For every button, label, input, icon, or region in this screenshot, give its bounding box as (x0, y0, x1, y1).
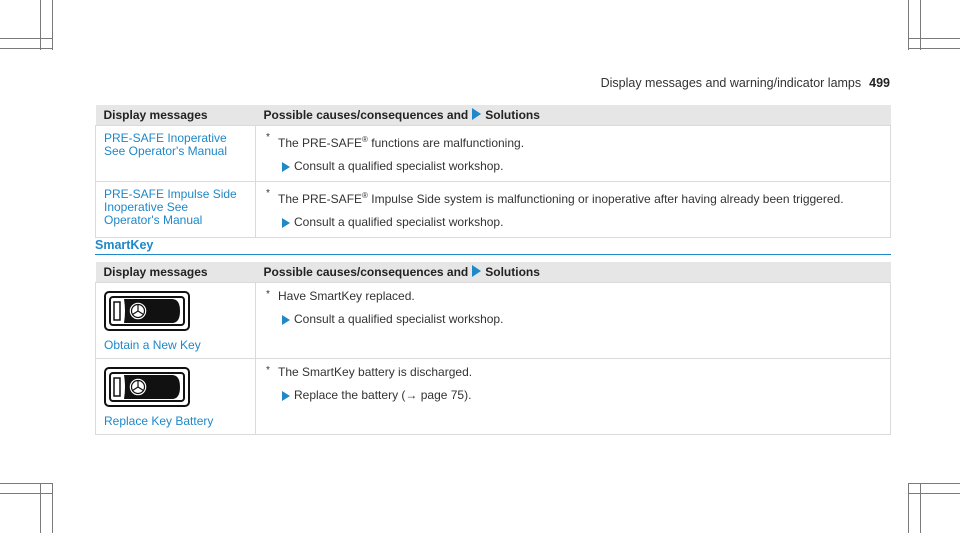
smartkey-icon (104, 291, 190, 331)
crop-mark (920, 483, 921, 533)
table-row (96, 283, 891, 359)
cause-post: functions are malfunctioning. (367, 136, 525, 150)
crop-mark (908, 48, 960, 49)
crop-mark (52, 0, 53, 50)
table-header-row (96, 262, 891, 283)
header-causes-label: Possible causes/consequences and (263, 265, 469, 279)
crop-mark (40, 0, 41, 50)
message-cell (96, 126, 256, 182)
crop-mark (52, 483, 53, 533)
cause-solution-cell (256, 283, 891, 359)
display-message: PRE-SAFE Impulse Side Inoperative See Operator's Manual (104, 187, 237, 227)
message-cell (96, 359, 256, 435)
solution-text (264, 312, 882, 327)
crop-mark (908, 483, 909, 533)
solution-label: Consult a qualified specialist workshop. (294, 215, 504, 229)
message-cell (96, 182, 256, 238)
solution-label: Replace the battery (→ page 75). (294, 388, 472, 402)
crop-mark (908, 493, 960, 494)
header-solutions-label: Solutions (485, 108, 540, 122)
solution-text (264, 388, 882, 403)
display-messages-table-smartkey (95, 262, 891, 435)
header-display-messages: Display messages (96, 105, 256, 126)
display-messages-table-presafe (95, 105, 891, 238)
cause-text: * The PRE-SAFE® functions are malfunctioning. (266, 132, 525, 150)
cause-text: * Have SmartKey replaced. (266, 289, 415, 303)
cause-post: Impulse Side system is malfunctioning or inoperative after having already been triggered. (367, 192, 844, 206)
cause-solution-cell (256, 359, 891, 435)
cause-solution-cell (256, 182, 891, 238)
header-display-messages: Display messages (96, 262, 256, 283)
smartkey-icon (104, 367, 190, 407)
header-causes-solutions (256, 105, 891, 126)
page-number: 499 (869, 76, 890, 90)
header-causes-label: Possible causes/consequences and (263, 108, 469, 122)
message-cell (96, 283, 256, 359)
table-row (96, 359, 891, 435)
arrow-right-icon (472, 265, 481, 277)
display-message: Replace Key Battery (104, 414, 214, 428)
display-message: Obtain a New Key (104, 338, 201, 352)
table-header-row (96, 105, 891, 126)
registered-mark: ® (362, 135, 368, 144)
crop-mark (0, 48, 52, 49)
arrow-right-icon (282, 218, 290, 228)
section-divider (95, 254, 891, 255)
cause-solution-cell (256, 126, 891, 182)
solution-text (264, 159, 882, 174)
cause-pre: The PRE-SAFE (278, 192, 363, 206)
header-causes-solutions (256, 262, 891, 283)
arrow-right-icon (472, 108, 481, 120)
cause-text: * The PRE-SAFE® Impulse Side system is malfunctioning or inoperative after having already been triggered. (266, 188, 844, 206)
crop-mark (920, 0, 921, 50)
crop-mark (908, 38, 960, 39)
header-solutions-label: Solutions (485, 265, 540, 279)
cause-pre: The PRE-SAFE (278, 136, 363, 150)
cause-label: Have SmartKey replaced. (278, 289, 415, 303)
table-row (96, 182, 891, 238)
running-head (601, 76, 890, 90)
crop-mark (908, 0, 909, 50)
crop-mark (40, 483, 41, 533)
table-row (96, 126, 891, 182)
cause-label: The SmartKey battery is discharged. (278, 365, 473, 379)
registered-mark: ® (362, 191, 368, 200)
solution-text (264, 215, 882, 230)
arrow-right-icon (282, 162, 290, 172)
display-message: PRE-SAFE Inoperative See Operator's Manual (104, 131, 228, 158)
solution-label: Consult a qualified specialist workshop. (294, 159, 504, 173)
running-head-title: Display messages and warning/indicator lamps (600, 76, 862, 90)
crop-mark (908, 483, 960, 484)
arrow-right-icon (282, 391, 290, 401)
section-title-smartkey: SmartKey (95, 238, 154, 252)
solution-label: Consult a qualified specialist workshop. (294, 312, 504, 326)
cause-text: * The SmartKey battery is discharged. (266, 365, 473, 379)
crop-mark (0, 483, 52, 484)
crop-mark (0, 38, 52, 39)
arrow-right-icon (282, 315, 290, 325)
crop-mark (0, 493, 52, 494)
